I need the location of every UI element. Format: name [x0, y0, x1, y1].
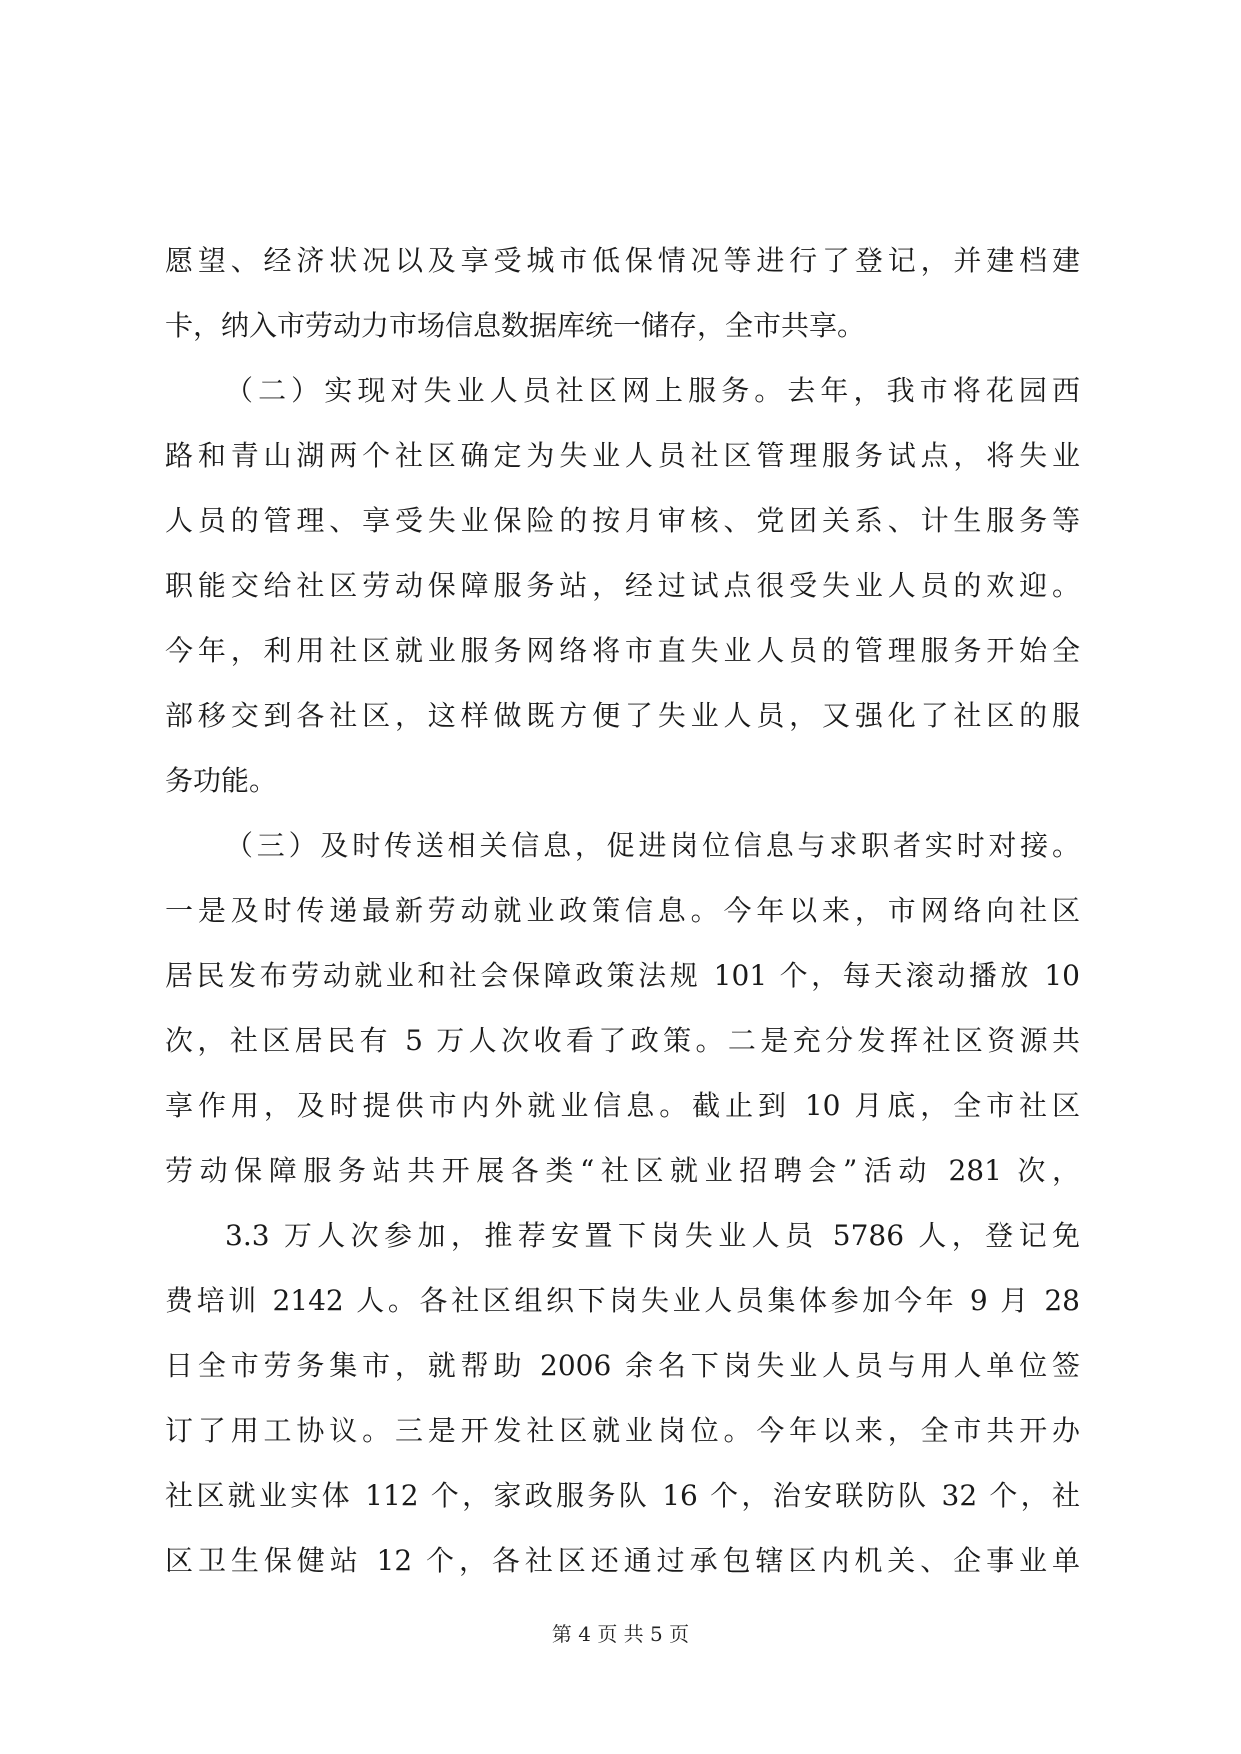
- text-line: 务功能。: [165, 764, 278, 797]
- text-line: 日全市劳务集市，就帮助 2006 余名下岗失业人员与用人单位签: [165, 1349, 1080, 1382]
- paragraph-start-line: （二）实现对失业人员社区网上服务。去年，我市将花园西: [225, 374, 1080, 407]
- text-line: 享作用，及时提供市内外就业信息。截止到 10 月底，全市社区: [165, 1089, 1080, 1122]
- text-line: 今年，利用社区就业服务网络将市直失业人员的管理服务开始全: [165, 634, 1080, 667]
- text-line: 订了用工协议。三是开发社区就业岗位。今年以来，全市共开办: [165, 1414, 1080, 1447]
- text-line: 社区就业实体 112 个，家政服务队 16 个，治安联防队 32 个，社: [165, 1479, 1080, 1512]
- page-number-footer: 第 4 页 共 5 页: [551, 1622, 690, 1646]
- text-line: 劳动保障服务站共开展各类“社区就业招聘会”活动 281 次，: [165, 1154, 1080, 1187]
- text-line: 区卫生保健站 12 个，各社区还通过承包辖区内机关、企事业单: [165, 1544, 1080, 1577]
- document-body: [165, 228, 1080, 1593]
- text-line: 卡，纳入市劳动力市场信息数据库统一储存，全市共享。: [165, 309, 866, 342]
- text-line: 职能交给社区劳动保障服务站，经过试点很受失业人员的欢迎。: [165, 569, 1080, 602]
- text-line: 居民发布劳动就业和社会保障政策法规 101 个，每天滚动播放 10: [165, 959, 1080, 992]
- text-line: 费培训 2142 人。各社区组织下岗失业人员集体参加今年 9 月 28: [165, 1284, 1080, 1317]
- text-line: 一是及时传递最新劳动就业政策信息。今年以来，市网络向社区: [165, 894, 1080, 927]
- text-line: 人员的管理、享受失业保险的按月审核、党团关系、计生服务等: [165, 504, 1080, 537]
- text-line: 愿望、经济状况以及享受城市低保情况等进行了登记，并建档建: [165, 244, 1080, 277]
- text-line: 次，社区居民有 5 万人次收看了政策。二是充分发挥社区资源共: [165, 1024, 1080, 1057]
- text-line: 部移交到各社区，这样做既方便了失业人员，又强化了社区的服: [165, 699, 1080, 732]
- text-line: 路和青山湖两个社区确定为失业人员社区管理服务试点，将失业: [165, 439, 1080, 472]
- paragraph-start-line: 3.3 万人次参加，推荐安置下岗失业人员 5786 人，登记免: [225, 1219, 1080, 1252]
- paragraph-start-line: （三）及时传送相关信息，促进岗位信息与求职者实时对接。: [225, 829, 1080, 862]
